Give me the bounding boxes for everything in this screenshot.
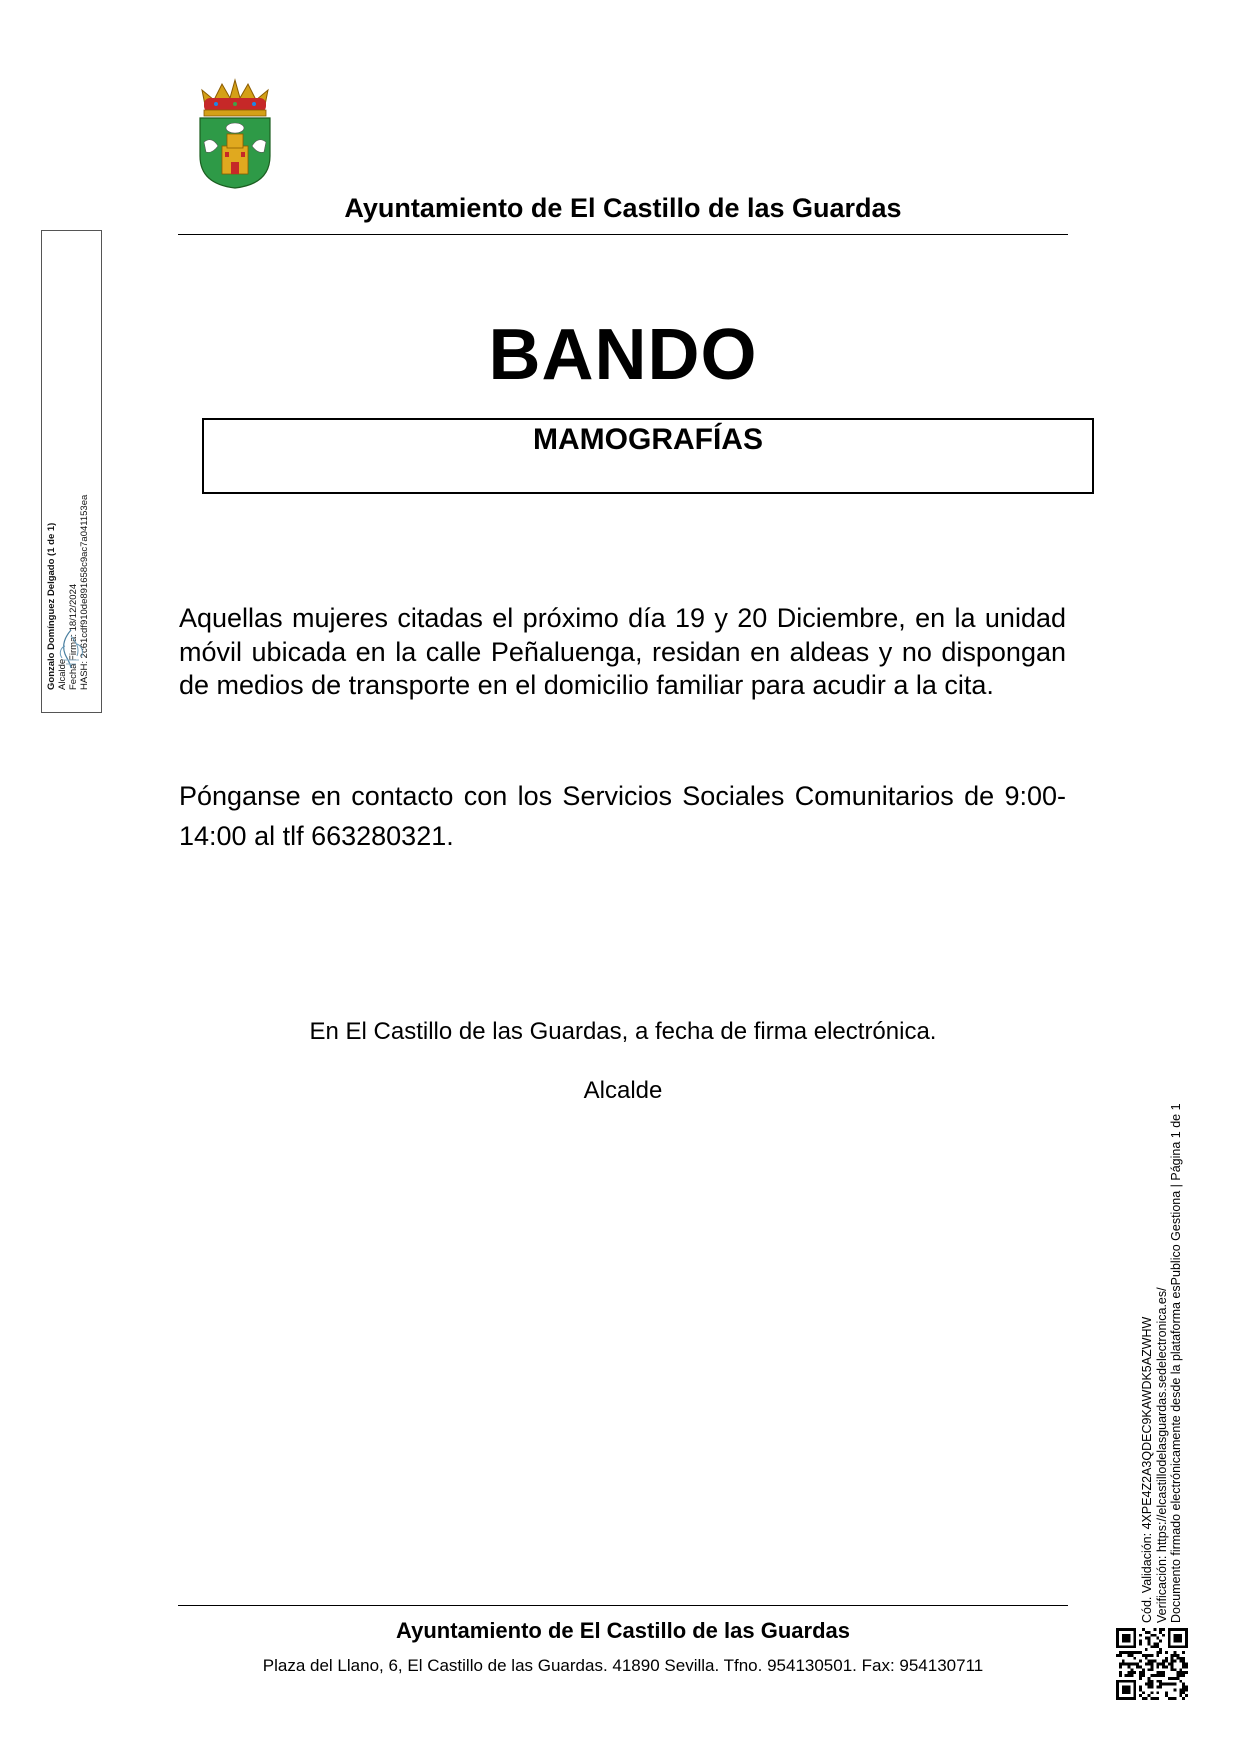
footer-divider xyxy=(178,1605,1068,1606)
header-divider xyxy=(178,234,1068,235)
validation-code: Cód. Validación: 4XPE4Z2A3QDEC9KAWDK5AZWHW xyxy=(1140,1316,1154,1623)
signature-seal-icon xyxy=(54,626,88,670)
place-and-date: En El Castillo de las Guardas, a fecha de firma electrónica. xyxy=(309,1018,937,1045)
footer-organization-name: Ayuntamiento de El Castillo de las Guardas xyxy=(396,1618,850,1643)
qr-code-icon xyxy=(1116,1628,1188,1700)
document-subject: MAMOGRAFÍAS xyxy=(533,423,763,456)
signer-role: Alcalde xyxy=(583,1077,663,1104)
body-paragraph-2: Pónganse en contacto con los Servicios Sociales Comunitarios de 9:00-14:00 al tlf 663280321. xyxy=(179,781,1066,851)
document-title: BANDO xyxy=(488,315,758,395)
signer-role-small: Alcalde xyxy=(57,658,68,690)
signature-hash: HASH: 2c61cdf910de891658c9ac7a041153ea xyxy=(79,494,90,690)
signer-name: Gonzalo Domínguez Delgado (1 de 1) xyxy=(46,522,57,690)
body-paragraph-1: Aquellas mujeres citadas el próximo día 19 y 20 Diciembre, en la unidad móvil ubicada en la calle Peñaluenga, residan en aldeas y no dispongan de medios de transporte en el domicilio familiar para acudir a la cita. xyxy=(179,603,1066,700)
signature-platform-note: Documento firmado electrónicamente desde la plataforma esPublico Gestiona | Página 1 de 1 xyxy=(1169,1103,1183,1623)
footer-address: Plaza del Llano, 6, El Castillo de las Guardas. 41890 Sevilla. Tfno. 954130501. Fax: 954130711 xyxy=(262,1656,984,1675)
organization-name: Ayuntamiento de El Castillo de las Guardas xyxy=(344,193,902,223)
verification-details xyxy=(1140,1093,1200,1623)
signature-date: Fecha Firma: 18/12/2024 xyxy=(68,583,79,690)
coat-of-arms-icon xyxy=(196,76,274,190)
verification-url[interactable]: Verificación: https://elcastillodelasguardas.sedelectronica.es/ xyxy=(1154,1287,1169,1623)
